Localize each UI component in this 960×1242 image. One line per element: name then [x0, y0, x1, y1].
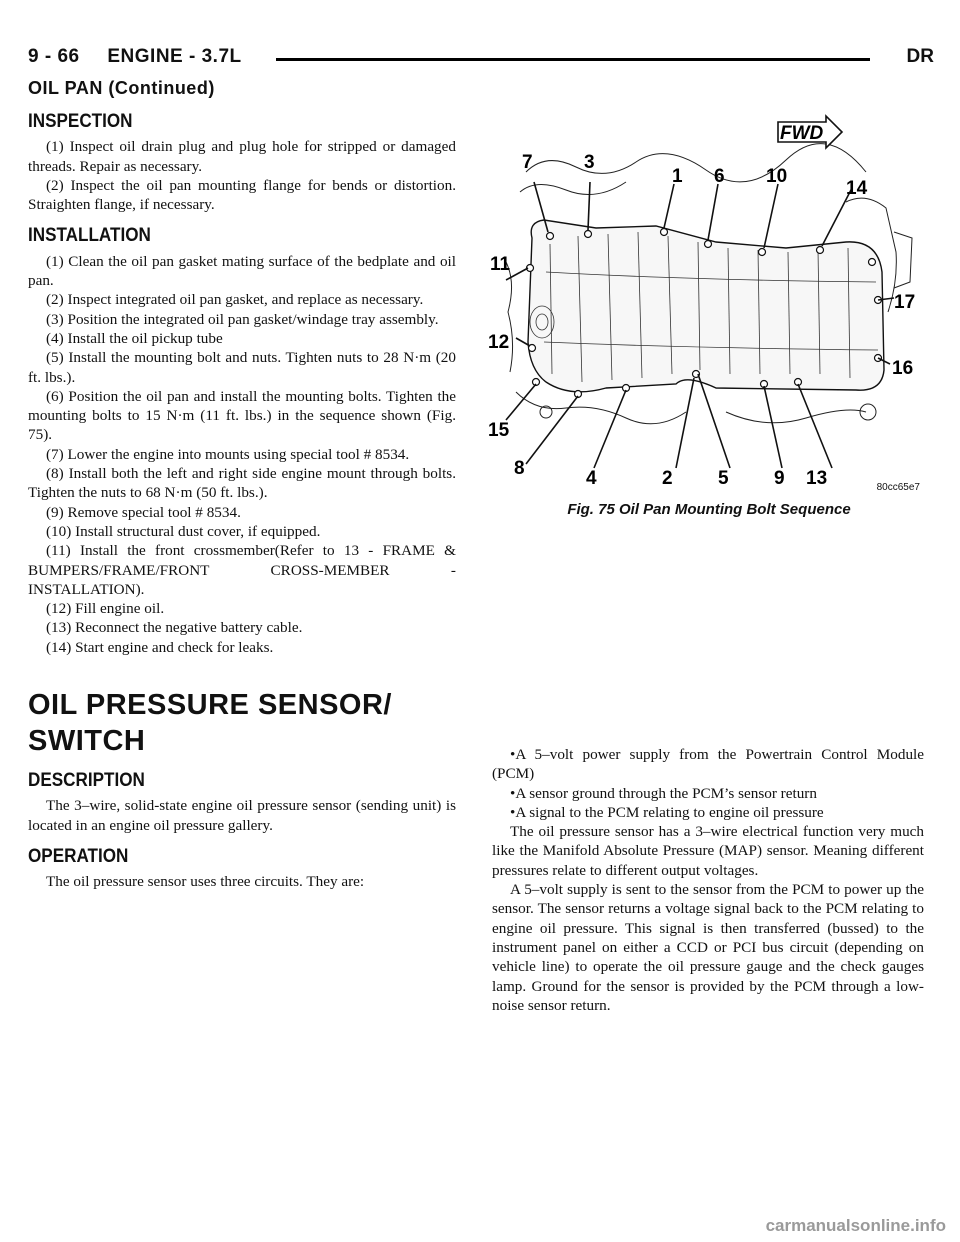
section-number: 9 - 66: [28, 46, 80, 67]
callout-label: 3: [584, 152, 595, 173]
installation-step: (9) Remove special tool # 8534.: [46, 503, 241, 521]
sensor-section-title: OIL PRESSURE SENSOR/ SWITCH: [28, 689, 392, 758]
installation-step: (3) Position the integrated oil pan gasket/windage tray assembly.: [46, 310, 439, 328]
installation-step: (7) Lower the engine into mounts using special tool # 8534.: [46, 445, 410, 463]
inspection-heading: INSPECTION: [28, 111, 133, 132]
callout-label: 5: [718, 468, 729, 489]
inspection-step: (1) Inspect oil drain plug and plug hole for stripped or damaged threads. Repair as necessary.: [28, 138, 456, 175]
header-rule: [276, 58, 870, 61]
circuit-bullet: •A signal to the PCM relating to engine oil pressure: [510, 803, 824, 821]
callout-label: 15: [488, 420, 510, 441]
operation-heading: OPERATION: [28, 845, 129, 867]
description-text: The 3–wire, solid-state engine oil pressure sensor (sending unit) is located in an engine oil pressure gallery.: [28, 797, 456, 834]
section-title: ENGINE - 3.7L: [107, 46, 242, 67]
installation-step: (11) Install the front crossmember(Refer to 13 - FRAME & BUMPERS/FRAME/FRONT CROSS-MEMBER - INSTALLATION).: [28, 542, 456, 598]
inspection-step: (2) Inspect the oil pan mounting flange for bends or distortion. Straighten flange, if necessary.: [28, 176, 456, 214]
circuit-bullet: •A sensor ground through the PCM’s sensor return: [510, 784, 817, 802]
installation-step: (8) Install both the left and right side engine mount through bolts. Tighten the nuts to 68 N·m (50 ft. lbs.).: [28, 465, 456, 502]
oil-pan-diagram: [486, 112, 932, 498]
callout-label: 12: [488, 332, 510, 353]
callout-label: 17: [894, 292, 916, 313]
callout-label: 7: [522, 152, 533, 173]
installation-step: (10) Install structural dust cover, if equipped.: [46, 522, 321, 540]
callout-label: 1: [672, 166, 683, 187]
oil-pan-figure: [486, 112, 932, 532]
continued-title: OIL PAN (Continued): [28, 78, 215, 98]
callout-label: 4: [586, 468, 597, 489]
callout-label: 16: [892, 358, 914, 379]
right-column: [492, 745, 924, 1015]
header-model: DR: [906, 46, 934, 67]
description-heading: DESCRIPTION: [28, 770, 145, 792]
callout-label: 6: [714, 166, 725, 187]
page-header: [28, 46, 934, 76]
callout-label: 14: [846, 178, 868, 199]
callout-label: 11: [490, 254, 511, 275]
installation-step: (14) Start engine and check for leaks.: [46, 638, 274, 656]
figure-code: 80cc65e7: [876, 482, 920, 493]
figure-caption: Fig. 75 Oil Pan Mounting Bolt Sequence: [567, 501, 851, 518]
callout-label: 10: [766, 166, 788, 187]
installation-step: (12) Fill engine oil.: [46, 600, 165, 618]
installation-step: (4) Install the oil pickup tube: [46, 329, 223, 347]
fwd-label: FWD: [780, 123, 824, 144]
operation-text: The oil pressure sensor uses three circuits. They are:: [46, 873, 365, 891]
body-paragraph: A 5–volt supply is sent to the sensor from the PCM to power up the sensor. The sensor returns a voltage signal back to the PCM relating to engine oil pressure. This signal is then transferred (bussed) to the instrument panel on either a CCD or PCI bus circuit (depending on vehicle line) to operate the oil pressure gauge and the check gauges lamp. Ground for the sensor is provided by the PCM through a low-noise sensor return.: [492, 881, 924, 1014]
callout-label: 13: [806, 468, 828, 489]
callout-label: 9: [774, 468, 785, 489]
circuit-bullet: •A 5–volt power supply from the Powertrain Control Module (PCM): [492, 746, 924, 783]
left-column: [28, 112, 456, 892]
installation-step: (6) Position the oil pan and install the mounting bolts. Tighten the mounting bolts to 15 N·m (11 ft. lbs.) in the sequence shown (Fig. 75).: [28, 387, 456, 444]
installation-step: (1) Clean the oil pan gasket mating surface of the bedplate and oil pan.: [28, 252, 456, 290]
fwd-arrow: [778, 116, 842, 148]
watermark: carmanualsonline.info: [765, 1216, 946, 1235]
installation-step: (5) Install the mounting bolt and nuts. Tighten nuts to 28 N·m (20 ft. lbs.).: [28, 349, 456, 386]
installation-step: (2) Inspect integrated oil pan gasket, and replace as necessary.: [46, 291, 424, 309]
installation-step: (13) Reconnect the negative battery cable.: [46, 619, 303, 637]
callout-label: 2: [662, 468, 673, 489]
callout-label: 8: [514, 458, 525, 479]
body-paragraph: The oil pressure sensor has a 3–wire electrical function very much like the Manifold Absolute Pressure (MAP) sensor. Meaning different pressures relate to different output voltages.: [492, 823, 924, 879]
installation-heading: INSTALLATION: [28, 225, 151, 247]
header-left: [28, 46, 242, 68]
